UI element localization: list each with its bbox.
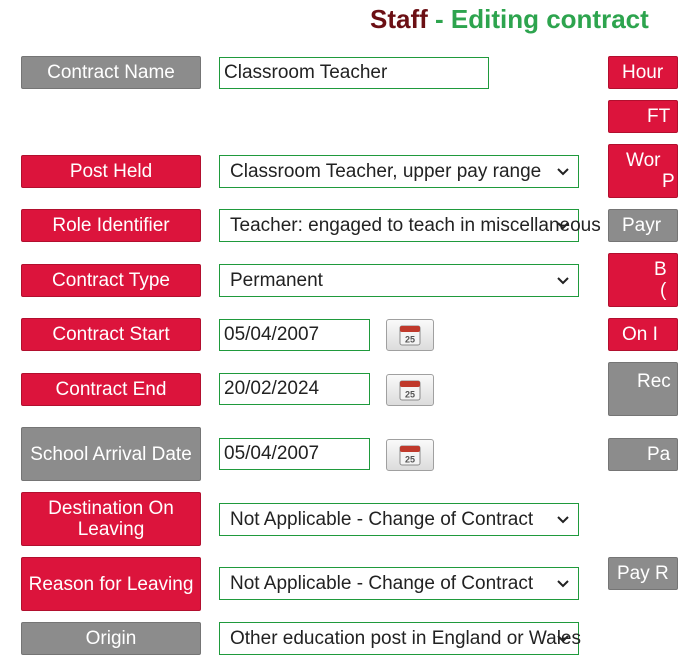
destination-on-leaving-select[interactable] <box>219 503 579 536</box>
on-label: On I <box>608 318 678 351</box>
fte-label: FT <box>608 100 678 133</box>
calendar-icon <box>399 444 421 466</box>
contract-name-label: Contract Name <box>21 56 201 89</box>
work-pattern-label <box>608 144 678 198</box>
title-section: Staff <box>370 4 428 34</box>
chevron-down-icon <box>555 568 571 599</box>
work-pattern-line1: Wor <box>626 150 661 171</box>
chevron-down-icon <box>555 623 571 654</box>
contract-start-input[interactable] <box>219 319 370 351</box>
pa-label: Pa <box>608 438 678 471</box>
chevron-down-icon <box>555 504 571 535</box>
hours-label: Hour <box>608 56 678 89</box>
destination-on-leaving-label: Destination On Leaving <box>21 492 201 546</box>
chevron-down-icon <box>555 265 571 296</box>
contract-name-input[interactable] <box>219 57 489 89</box>
post-held-value: Classroom Teacher, upper pay range <box>230 161 542 182</box>
destination-on-leaving-value: Not Applicable - Change of Contract <box>230 509 534 530</box>
chevron-down-icon <box>555 210 571 241</box>
reason-for-leaving-select[interactable] <box>219 567 579 600</box>
calendar-icon <box>399 324 421 346</box>
calendar-day: 25 <box>404 454 416 465</box>
work-pattern-line2: P <box>662 171 675 192</box>
contract-end-calendar-button[interactable] <box>386 374 434 406</box>
page-title <box>370 4 649 35</box>
b-line2: ( <box>660 280 667 301</box>
contract-start-label: Contract Start <box>21 318 201 351</box>
contract-end-label: Contract End <box>21 373 201 406</box>
b-label <box>608 253 678 307</box>
pay-r-label: Pay R <box>608 557 678 590</box>
payroll-label: Payr <box>608 209 678 242</box>
origin-label: Origin <box>21 622 201 655</box>
calendar-day: 25 <box>404 389 416 400</box>
contract-type-value: Permanent <box>230 270 323 291</box>
calendar-icon <box>399 379 421 401</box>
school-arrival-date-label: School Arrival Date <box>21 427 201 481</box>
role-identifier-value: Teacher: engaged to teach in miscellaneous <box>230 215 601 236</box>
rec-label: Rec <box>608 362 678 416</box>
post-held-label: Post Held <box>21 155 201 188</box>
role-identifier-label: Role Identifier <box>21 209 201 242</box>
reason-for-leaving-value: Not Applicable - Change of Contract <box>230 573 534 594</box>
school-arrival-calendar-button[interactable] <box>386 439 434 471</box>
calendar-day: 25 <box>404 334 416 345</box>
role-identifier-select[interactable] <box>219 209 601 242</box>
contract-start-calendar-button[interactable] <box>386 319 434 351</box>
chevron-down-icon <box>555 156 571 187</box>
contract-type-label: Contract Type <box>21 264 201 297</box>
contract-end-input[interactable] <box>219 373 370 405</box>
contract-type-select[interactable] <box>219 264 579 297</box>
origin-select[interactable] <box>219 622 579 655</box>
title-action: Editing contract <box>450 4 649 34</box>
b-line1: B <box>654 259 667 280</box>
post-held-select[interactable] <box>219 155 579 188</box>
title-separator: - <box>427 4 451 34</box>
reason-for-leaving-label: Reason for Leaving <box>21 557 201 611</box>
school-arrival-date-input[interactable] <box>219 438 370 470</box>
origin-value: Other education post in England or Wales <box>230 628 581 649</box>
